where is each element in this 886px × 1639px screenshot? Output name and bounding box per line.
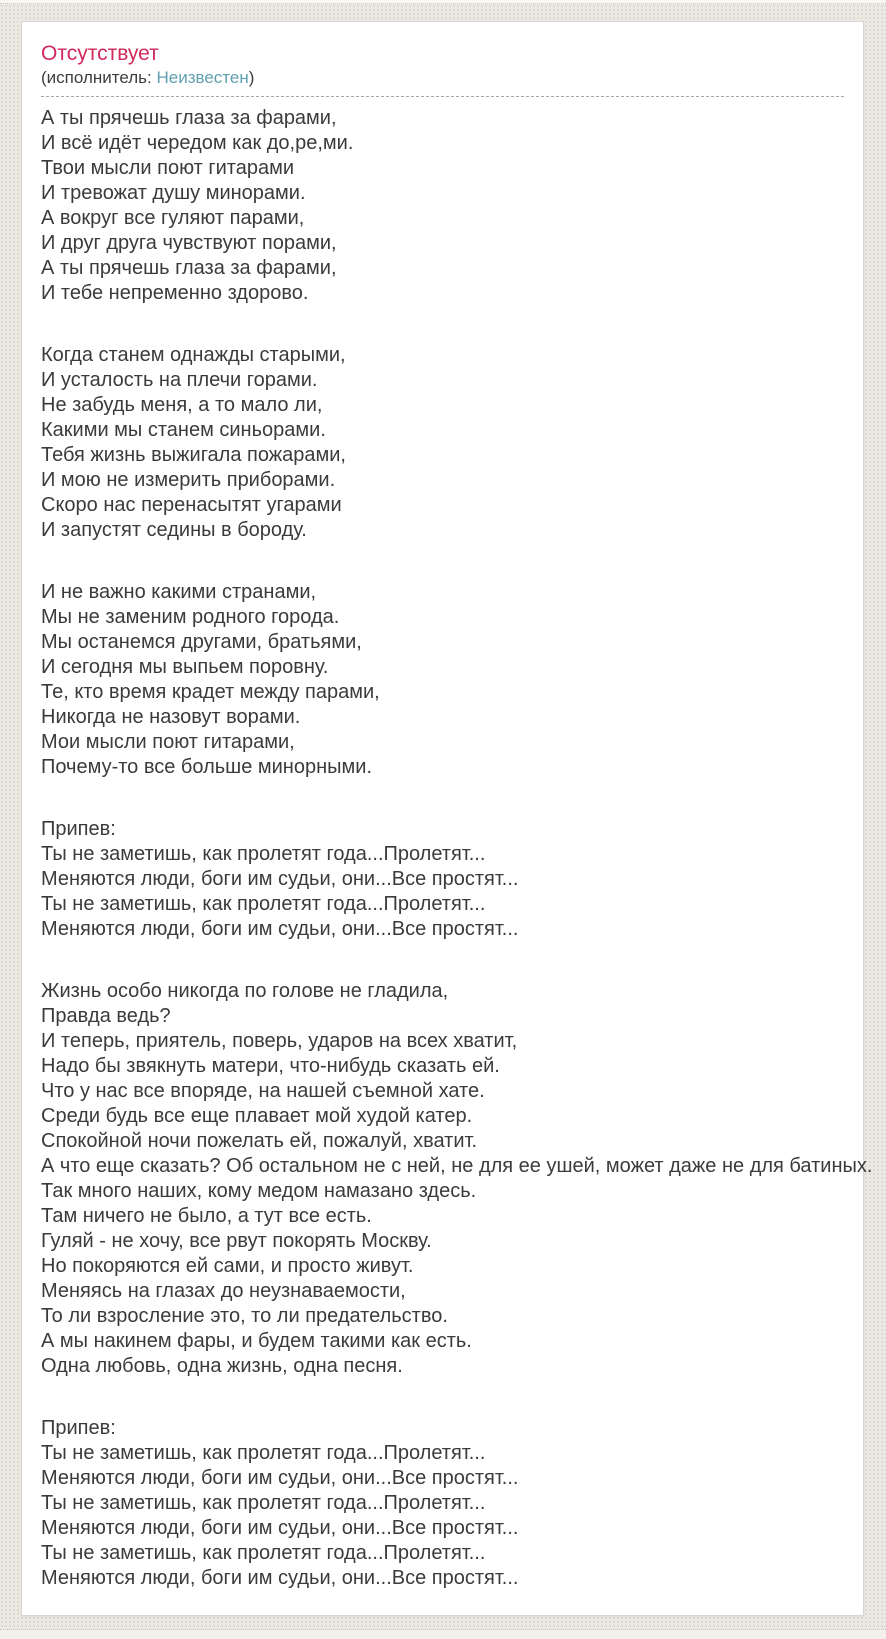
lyric-line: Ты не заметишь, как пролетят года...Пролетят...	[41, 1442, 486, 1464]
lyric-line: Меняясь на глазах до неузнаваемости,	[41, 1280, 406, 1302]
lyric-line: Меняются люди, боги им судьи, они...Все простят...	[41, 1467, 519, 1489]
lyric-line: И друг друга чувствуют порами,	[41, 232, 337, 254]
lyrics-card	[21, 21, 873, 1616]
lyric-line: Какими мы станем синьорами.	[41, 419, 326, 441]
lyric-line: Те, кто время крадет между парами,	[41, 681, 380, 703]
lyric-line: Почему-то все больше минорными.	[41, 756, 372, 778]
lyric-line: Ты не заметишь, как пролетят года...Пролетят...	[41, 893, 486, 915]
lyric-line: Но покоряются ей сами, и просто живут.	[41, 1255, 414, 1277]
lyric-line: А вокруг все гуляют парами,	[41, 207, 305, 229]
lyric-line: Среди будь все еще плавает мой худой катер.	[41, 1105, 473, 1127]
lyric-line: Мы не заменим родного города.	[41, 606, 340, 628]
lyric-line: Там ничего не было, а тут все есть.	[41, 1205, 372, 1227]
lyrics-stanza	[41, 580, 844, 780]
lyric-line: Ты не заметишь, как пролетят года...Пролетят...	[41, 1492, 486, 1514]
song-title: Отсутствует	[41, 42, 159, 65]
lyric-line: И не важно какими странами,	[41, 581, 317, 603]
lyrics-stanza	[41, 343, 844, 543]
lyric-line: Меняются люди, боги им судьи, они...Все простят...	[41, 918, 519, 940]
lyric-line: И мою не измерить приборами.	[41, 469, 336, 491]
lyrics-stanza	[41, 979, 873, 1379]
artist-label: (исполнитель:	[41, 68, 157, 87]
lyric-line: А ты прячешь глаза за фарами,	[41, 257, 337, 279]
lyric-line: Никогда не назовут ворами.	[41, 706, 301, 728]
lyric-line: Не забудь меня, а то мало ли,	[41, 394, 323, 416]
lyric-line: Мои мысли поют гитарами,	[41, 731, 295, 753]
lyric-line: И тебе непременно здорово.	[41, 282, 309, 304]
lyric-line: Припев:	[41, 818, 116, 840]
lyric-line: Когда станем однажды старыми,	[41, 344, 346, 366]
lyric-line: И сегодня мы выпьем поровну.	[41, 656, 329, 678]
lyric-line: И запустят седины в бороду.	[41, 519, 307, 541]
lyrics-stanza	[41, 106, 844, 306]
lyric-line: Тебя жизнь выжигала пожарами,	[41, 444, 346, 466]
lyric-line: Скоро нас перенасытят угарами	[41, 494, 342, 516]
lyric-line: Меняются люди, боги им судьи, они...Все простят...	[41, 1567, 519, 1589]
lyric-line: Ты не заметишь, как пролетят года...Пролетят...	[41, 843, 486, 865]
lyric-line: Меняются люди, боги им судьи, они...Все простят...	[41, 868, 519, 890]
lyric-line: Гуляй - не хочу, все рвут покорять Москву.	[41, 1230, 432, 1252]
lyric-line: И тревожат душу минорами.	[41, 182, 306, 204]
lyric-line: Ты не заметишь, как пролетят года...Пролетят...	[41, 1542, 486, 1564]
lyric-line: И усталость на плечи горами.	[41, 369, 318, 391]
lyric-line: И теперь, приятель, поверь, ударов на всех хватит,	[41, 1030, 518, 1052]
lyric-line: Надо бы звякнуть матери, что-нибудь сказать ей.	[41, 1055, 500, 1077]
lyric-line: Твои мысли поют гитарами	[41, 157, 295, 179]
lyric-line: Спокойной ночи пожелать ей, пожалуй, хватит.	[41, 1130, 478, 1152]
lyrics-text	[41, 97, 873, 1591]
lyric-line: Жизнь особо никогда по голове не гладила,	[41, 980, 449, 1002]
lyric-line: Правда ведь?	[41, 1005, 171, 1027]
page-top-texture-strip	[0, 0, 886, 4]
lyric-line: Одна любовь, одна жизнь, одна песня.	[41, 1355, 403, 1377]
lyric-line: Припев:	[41, 1417, 116, 1439]
lyrics-stanza	[41, 1416, 844, 1591]
song-header	[41, 41, 844, 97]
lyric-line: А что еще сказать? Об остальном не с ней, не для ее ушей, может даже не для батиных.	[41, 1155, 873, 1177]
lyric-line: Что у нас все впоряде, на нашей съемной хате.	[41, 1080, 485, 1102]
artist-link[interactable]: Неизвестен	[156, 68, 249, 87]
lyric-line: Так много наших, кому медом намазано здесь.	[41, 1180, 477, 1202]
lyric-line: И всё идёт чередом как до,ре,ми.	[41, 132, 354, 154]
artist-line	[41, 68, 844, 88]
lyric-line: Мы останемся другами, братьями,	[41, 631, 362, 653]
lyrics-stanza	[41, 817, 844, 942]
artist-line-close: )	[248, 68, 255, 87]
lyric-line: А мы накинем фары, и будем такими как есть.	[41, 1330, 472, 1352]
lyric-line: То ли взросление это, то ли предательство.	[41, 1305, 448, 1327]
lyric-line: Меняются люди, боги им судьи, они...Все простят...	[41, 1517, 519, 1539]
lyric-line: А ты прячешь глаза за фарами,	[41, 107, 337, 129]
